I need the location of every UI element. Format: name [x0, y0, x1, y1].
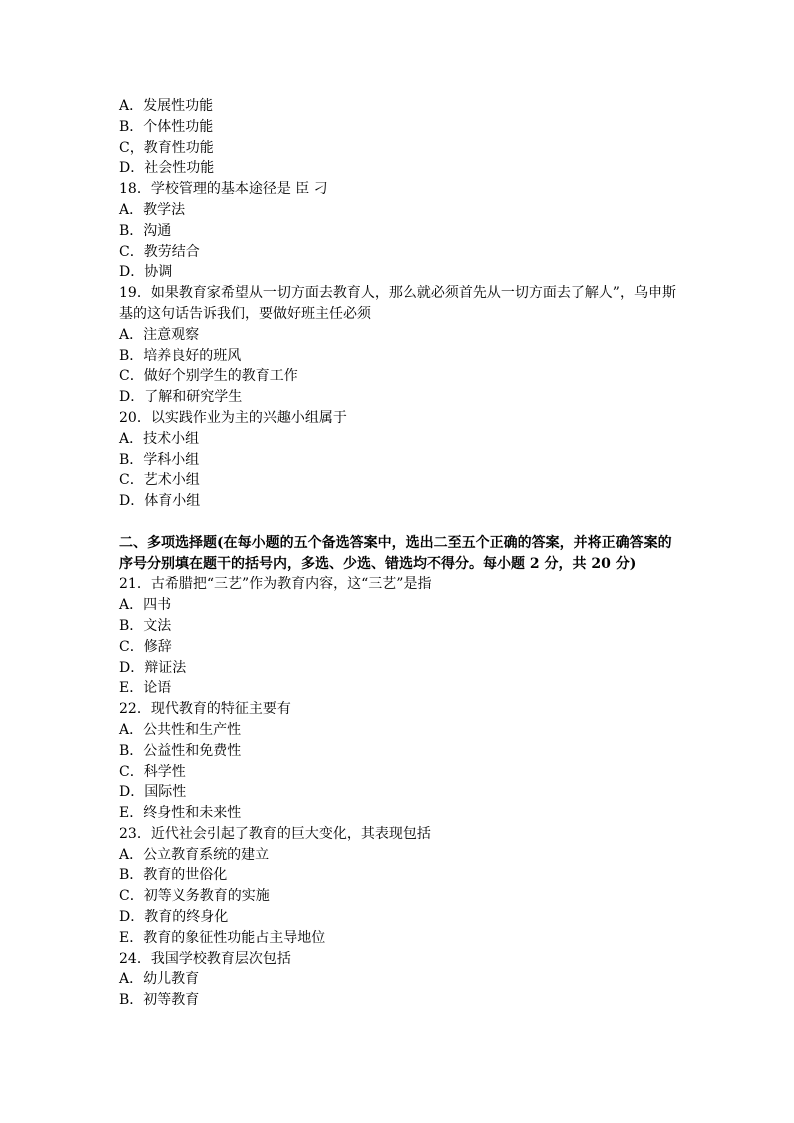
option-19d: D．了解和研究学生	[119, 389, 243, 406]
option-21b: B．文法	[119, 617, 172, 634]
question-23: 23．近代社会引起了教育的巨大变化，其表现包括	[119, 825, 431, 842]
option-20a: A．技术小组	[119, 430, 200, 447]
option-19a: A．注意观察	[119, 326, 200, 343]
option-17d: D．社会性功能	[119, 160, 215, 177]
question-22: 22．现代教育的特征主要有	[119, 701, 291, 718]
option-22b: B．公益性和免费性	[119, 742, 242, 759]
question-19-line1: 19．如果教育家希望从一切方面去教育人，那么就必须首先从一切方面去了解人”，乌申斯	[119, 285, 676, 302]
option-24b: B．初等教育	[119, 992, 200, 1009]
question-19-line2: 基的这句话告诉我们，要做好班主任必须	[119, 305, 371, 322]
option-22d: D．国际性	[119, 784, 187, 801]
question-20: 20．以实践作业为主的兴趣小组属于	[119, 409, 347, 426]
question-21: 21．古希腊把“三艺”作为教育内容，这“三艺”是指	[119, 576, 432, 593]
option-21e: E．论语	[119, 680, 172, 697]
option-20c: C．艺术小组	[119, 472, 200, 489]
questions-top	[119, 96, 699, 512]
option-18b: B．沟通	[119, 222, 172, 239]
option-23a: A．公立教育系统的建立	[119, 846, 270, 863]
section-2-heading-line2: 序号分别填在题干的括号内，多选、少选、错选均不得分。每小题 2 分，共 20 分)	[119, 555, 637, 572]
option-17b: B．个体性功能	[119, 118, 214, 135]
question-18: 18．学校管理的基本途径是 臣 刁	[119, 181, 328, 198]
option-20d: D．体育小组	[119, 493, 201, 510]
section-spacer	[119, 512, 699, 533]
option-23b: B．教育的世俗化	[119, 867, 228, 884]
question-24: 24．我国学校教育层次包括	[119, 950, 291, 967]
option-17a: A．发展性功能	[119, 98, 214, 114]
section-2-heading-line1: 二、多项选择题(在每小题的五个备选答案中，选出二至五个正确的答案，并将正确答案的	[119, 534, 672, 551]
document-page	[119, 96, 699, 1011]
option-21c: C．修辞	[119, 638, 172, 655]
option-18c: C．教劳结合	[119, 243, 200, 260]
option-22c: C．科学性	[119, 763, 186, 780]
option-18d: D．协调	[119, 264, 173, 281]
option-22e: E．终身性和未来性	[119, 805, 242, 822]
option-19c: C．做好个别学生的教育工作	[119, 368, 298, 385]
option-19b: B．培养良好的班风	[119, 347, 242, 364]
option-23d: D．教育的终身化	[119, 909, 229, 926]
questions-bottom	[119, 574, 699, 1011]
option-23c: C．初等义务教育的实施	[119, 888, 270, 905]
option-23e: E．教育的象征性功能占主导地位	[119, 929, 326, 946]
option-21d: D．辩证法	[119, 659, 187, 676]
option-18a: A．教学法	[119, 201, 186, 218]
option-24a: A．幼儿教育	[119, 971, 200, 988]
option-22a: A．公共性和生产性	[119, 721, 242, 738]
option-17c: C，教育性功能	[119, 139, 214, 156]
option-21a: A．四书	[119, 597, 172, 614]
option-20b: B．学科小组	[119, 451, 200, 468]
